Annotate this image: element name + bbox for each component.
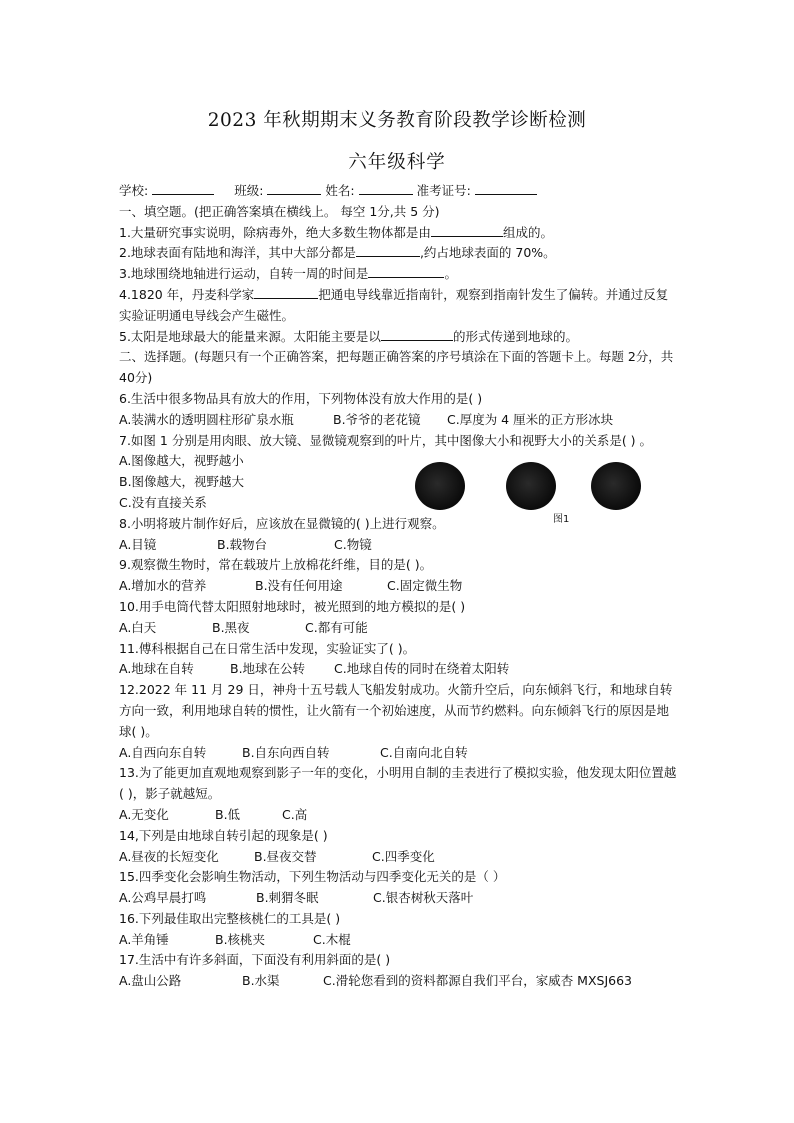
option-c: C.四季变化 [372,848,435,864]
question-12-stem: 12.2022 年 11 月 29 日，神舟十五号载人飞船发射成功。火箭升空后，向东倾斜飞行，和地球自转方向一致，利用地球自转的惯性，让火箭有一个初始速度，从而节约燃料。向东倾斜飞行的原因是地球( )。 [119,682,673,739]
figure-1-leaf-images [415,462,660,524]
question-17-options [119,971,679,992]
q1-text-end: 组成的。 [502,224,553,240]
class-label: 班级: [234,183,264,198]
question-6-options [119,410,679,431]
question-10-options [119,618,679,639]
section2-heading: 二、选择题。(每题只有一个正确答案，把每题正确答案的序号填涂在下面的答题卡上。每题 2分，共 40分) [119,349,674,386]
q5-blank [381,327,453,341]
name-label: 姓名: [325,183,355,198]
q4-blank [254,285,318,299]
name-blank [359,181,413,195]
question-14-options [119,847,679,868]
question-15-stem: 15.四季变化会影响生物活动，下列生物活动与四季变化无关的是（ ） [119,869,506,885]
q4-text-end: 把通电导线靠近指南针，观察到指南针发生了偏转。并通过反复实验证明通电导线会产生磁性。 [119,286,669,323]
question-6-stem: 6.生活中很多物品具有放大的作用，下列物体没有放大作用的是( ) [119,390,483,406]
question-7-stem: 7.如图 1 分别是用肉眼、放大镜、显微镜观察到的叶片，其中图像大小和视野大小的关系是( ) 。 [119,432,653,448]
student-info-row [119,181,679,202]
option-c: C.自南向北自转 [380,744,468,760]
leaf-naked-eye-image [415,462,465,510]
option-c: C.银杏树秋天落叶 [373,890,474,906]
option-b: B.图像越大，视野越大 [119,474,245,490]
q1-blank [431,223,503,237]
question-17-stem: 17.生活中有许多斜面，下面没有利用斜面的是( ) [119,952,391,968]
section1-heading: 一、填空题。(把正确答案填在横线上。 每空 1分,共 5 分) [119,203,440,219]
page-subtitle: 六年级科学 [348,152,446,173]
option-b: B.自东向西自转 [242,744,330,760]
question-8-options [119,535,679,556]
option-b: B.爷爷的老花镜 [333,411,421,427]
option-b: B.核桃夹 [215,931,266,947]
option-a: A.增加水的营养 [119,578,207,594]
class-blank [267,181,321,195]
figure-caption: 图1 [553,514,570,525]
question-11-stem: 11.傅科根据自己在日常生活中发现，实验证实了( )。 [119,640,416,656]
option-a: A.自西向东自转 [119,744,207,760]
question-9-stem: 9.观察微生物时，常在载玻片上放棉花纤维，目的是( )。 [119,557,433,573]
option-a: A.地球在自转 [119,661,194,677]
option-a: A.目镜 [119,536,157,552]
option-c: C.都有可能 [305,619,368,635]
option-c: C.固定微生物 [387,578,463,594]
question-2 [119,243,679,264]
question-3 [119,264,679,285]
question-5 [119,327,679,348]
q3-blank [368,264,444,278]
option-a: A.图像越大，视野越小 [119,453,244,469]
q5-text: 5.太阳是地球最大的能量来源。太阳能主要是以 [119,328,381,344]
option-a: A.羊角锤 [119,931,169,947]
option-a: A.公鸡早晨打鸣 [119,890,207,906]
question-4 [119,285,679,327]
q1-text: 1.大量研究事实说明，除病毒外，绝大多数生物体都是由 [119,224,431,240]
question-15-options [119,888,679,909]
option-b: B.地球在公转 [230,661,306,677]
option-c: C.木棍 [313,931,351,947]
option-b: B.低 [215,806,241,822]
option-c: C.没有直接关系 [119,494,207,510]
q2-text-end: ,约占地球表面的 70%。 [419,245,556,261]
page-title: 2023 年秋期期末义务教育阶段教学诊断检测 [207,110,587,131]
question-1 [119,223,679,244]
option-c: C.地球自传的同时在绕着太阳转 [334,661,510,677]
question-14-stem: 14,下列是由地球自转引起的现象是( ) [119,827,328,843]
exam-no-label: 准考证号: [416,183,471,198]
option-b: B.昼夜交替 [254,848,317,864]
leaf-microscope-image [591,462,641,510]
leaf-magnifier-image [506,462,556,510]
exam-no-blank [475,181,537,195]
question-16-stem: 16.下列最佳取出完整核桃仁的工具是( ) [119,910,341,926]
school-blank [152,181,214,195]
q5-text-end: 的形式传递到地球的。 [452,328,578,344]
question-11-options [119,659,679,680]
question-13-stem: 13.为了能更加直观地观察到影子一年的变化，小明用自制的圭表进行了模拟实验，他发现太阳位置越( )，影子就越短。 [119,765,677,802]
question-16-options [119,930,679,951]
question-10-stem: 10.用手电筒代替太阳照射地球时，被光照到的地方模拟的是( ) [119,598,466,614]
option-b: B.黑夜 [212,619,250,635]
option-a: A.无变化 [119,806,169,822]
option-c: C.滑轮您看到的资料都源自我们平台，家威杏 MXSJ663 [323,973,633,989]
option-b: B.没有任何用途 [255,578,343,594]
q3-text: 3.地球围绕地轴进行运动，自转一周的时间是 [119,266,369,282]
option-a: A.装满水的透明圆柱形矿泉水瓶 [119,411,294,427]
q4-text: 4.1820 年，丹麦科学家 [119,286,255,302]
question-9-options [119,576,679,597]
option-b: B.水渠 [242,973,280,989]
option-c: C.物镜 [334,536,372,552]
question-13-options [119,805,679,826]
q3-text-end: 。 [444,266,457,282]
question-8-stem: 8.小明将玻片制作好后，应该放在显微镜的( )上进行观察。 [119,515,445,531]
option-a: A.盘山公路 [119,973,182,989]
option-b: B.载物台 [217,536,268,552]
exam-content [119,181,679,992]
option-c: C.厚度为 4 厘米的正方形冰块 [447,411,614,427]
option-a: A.昼夜的长短变化 [119,848,219,864]
option-a: A.白天 [119,619,157,635]
option-b: B.刺猬冬眠 [256,890,319,906]
q2-text: 2.地球表面有陆地和海洋，其中大部分都是 [119,245,356,261]
question-12-options [119,743,679,764]
school-label: 学校: [119,183,149,198]
option-c: C.高 [282,806,308,822]
q2-blank [356,243,420,257]
